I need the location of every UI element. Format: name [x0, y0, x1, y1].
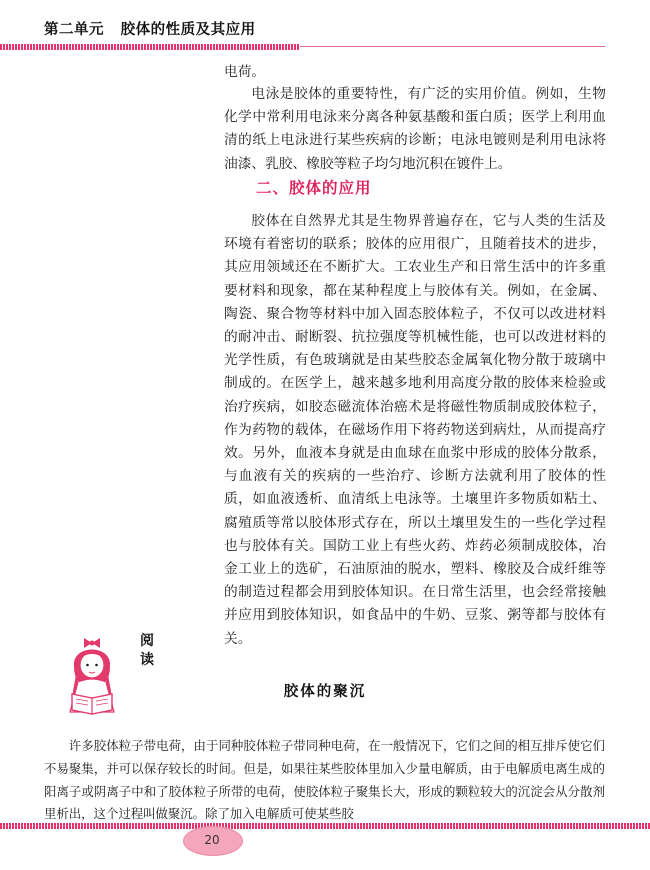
reading-label-char: 读 — [140, 652, 154, 668]
reading-girl-icon — [54, 632, 130, 718]
reading-paragraph: 许多胶体粒子带电荷，由于同种胶体粒子带同种电荷，在一般情况下，它们之间的相互排斥使它们不易聚集，并可以保存较长的时间。但是，如果往某些胶体里加入少量电解质，由于电解质电离生成的阳离子或阴离子中和了胶体粒子所带的电荷，使胶体粒子聚集长大，形成的颗粒较大的沉淀会从分散剂里析出，这个过程叫做聚沉。除了加入电解质可使某些胶 — [44, 738, 605, 822]
paragraph-colloid-applications: 胶体在自然界尤其是生物界普遍存在，它与人类的生活及环境有着密切的联系；胶体的应用很广，且随着技术的进步，其应用领域还在不断扩大。工农业生产和日常生活中的许多重要材料和现象，都在某种程度上与胶体有关。例如，在金属、陶瓷、聚合物等材料中加入固态胶体粒子，不仅可以改进材料的耐冲击、耐断裂、抗拉强度等机械性能，也可以改进材料的光学性质，有色玻璃就是由某些胶态金属氧化物分散于玻璃中制成的。在医学上，越来越多地利用高度分散的胶体来检验或治疗疾病，如胶态磁流体治癌术是将磁性物质制成胶体粒子，作为药物的载体，在磁场作用下将药物送到病灶，从而提高疗效。另外，血液本身就是由血球在血浆中形成的胶体分散系，与血液有关的疾病的一些治疗、诊断方法就利用了胶体的性质，如血液透析、血清纸上电泳等。土壤里许多物质如粘土、腐殖质等常以胶体形式存在，所以土壤里发生的一些化学过程也与胶体有关。国防工业上有些火药、炸药必须制成胶体，冶金工业上的选矿，石油原油的脱水，塑料、橡胶及合成纤维等的制造过程都会用到胶体知识。在日常生活里，也会经常接触并应用到胶体知识，如食品中的牛奶、豆浆、粥等都与胶体有关。 — [224, 213, 606, 647]
unit-title: 第二单元 胶体的性质及其应用 — [44, 22, 256, 38]
page-number: 20 — [204, 833, 220, 847]
reading-label-char: 阅 — [140, 633, 154, 649]
reading-label — [138, 632, 156, 670]
header-rule — [300, 46, 605, 47]
header-stripe — [0, 44, 300, 50]
reading-title: 胶体的聚沉 — [283, 684, 367, 700]
paragraph-continuation: 电荷。 — [224, 64, 266, 80]
paragraph-electrophoresis: 电泳是胶体的重要特性，有广泛的实用价值。例如，生物化学中常利用电泳来分离各种氨基酸和蛋白质；医学上利用血清的纸上电泳进行某些疾病的诊断；电泳电镀则是利用电泳将油漆、乳胶、橡胶等粒子均匀地沉积在镀件上。 — [224, 86, 606, 172]
section-heading: 二、胶体的应用 — [256, 179, 372, 197]
footer-stripe — [0, 823, 650, 829]
